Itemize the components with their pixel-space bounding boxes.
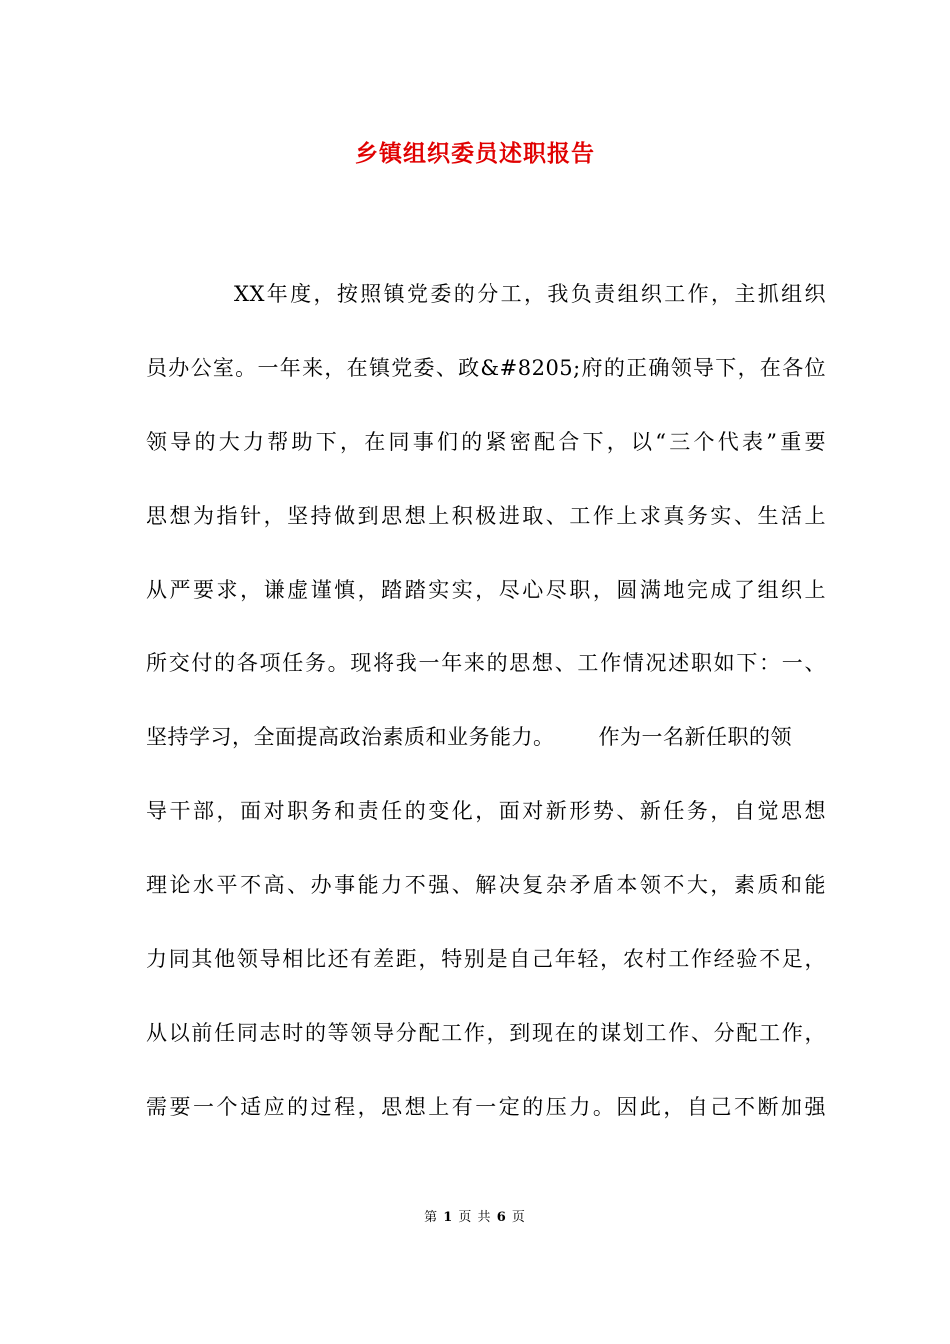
page-footer [0,1208,950,1228]
body-line-7 [146,720,826,794]
footer-suffix: 页 [511,1210,526,1225]
body-line-3: 领导的大力帮助下，在同事们的紧密配合下，以“三个代表”重要 [146,429,826,454]
body-line-4: 思想为指针，坚持做到思想上积极进取、工作上求真务实、生活上 [146,503,826,528]
footer-prefix: 第 [424,1210,439,1225]
body-line-8: 导干部，面对职务和责任的变化，面对新形势、新任务，自觉思想 [146,799,826,824]
footer-total-pages: 6 [496,1210,507,1225]
body-line-1: XX年度，按照镇党委的分工，我负责组织工作，主抓组织 [234,282,826,306]
body-line-10: 力同其他领导相比还有差距，特别是自己年轻，农村工作经验不足， [146,947,826,972]
body-line-9: 理论水平不高、办事能力不强、解决复杂矛盾本领不大，素质和能 [146,873,826,898]
footer-middle: 页 共 [458,1210,492,1225]
body-line-2: 员办公室。一年来，在镇党委、政&#8205;府的正确领导下，在各位 [146,355,826,380]
body-line-11: 从以前任同志时的等领导分配工作，到现在的谋划工作、分配工作， [146,1020,826,1045]
body-line-5: 从严要求，谦虚谨慎，踏踏实实，尽心尽职，圆满地完成了组织上 [146,577,826,602]
body-line-12: 需要一个适应的过程，思想上有一定的压力。因此，自己不断加强 [146,1094,826,1119]
body-line-7-part-1: 坚持学习，全面提高政治素质和业务能力。 [146,725,555,750]
document-title: 乡镇组织委员述职报告 [355,140,595,167]
document-body [146,277,826,1164]
body-line-7-part-2: 作为一名新任职的领 [598,725,792,750]
footer-current-page: 1 [443,1210,454,1225]
body-line-6: 所交付的各项任务。现将我一年来的思想、工作情况述职如下：一、 [146,651,826,676]
